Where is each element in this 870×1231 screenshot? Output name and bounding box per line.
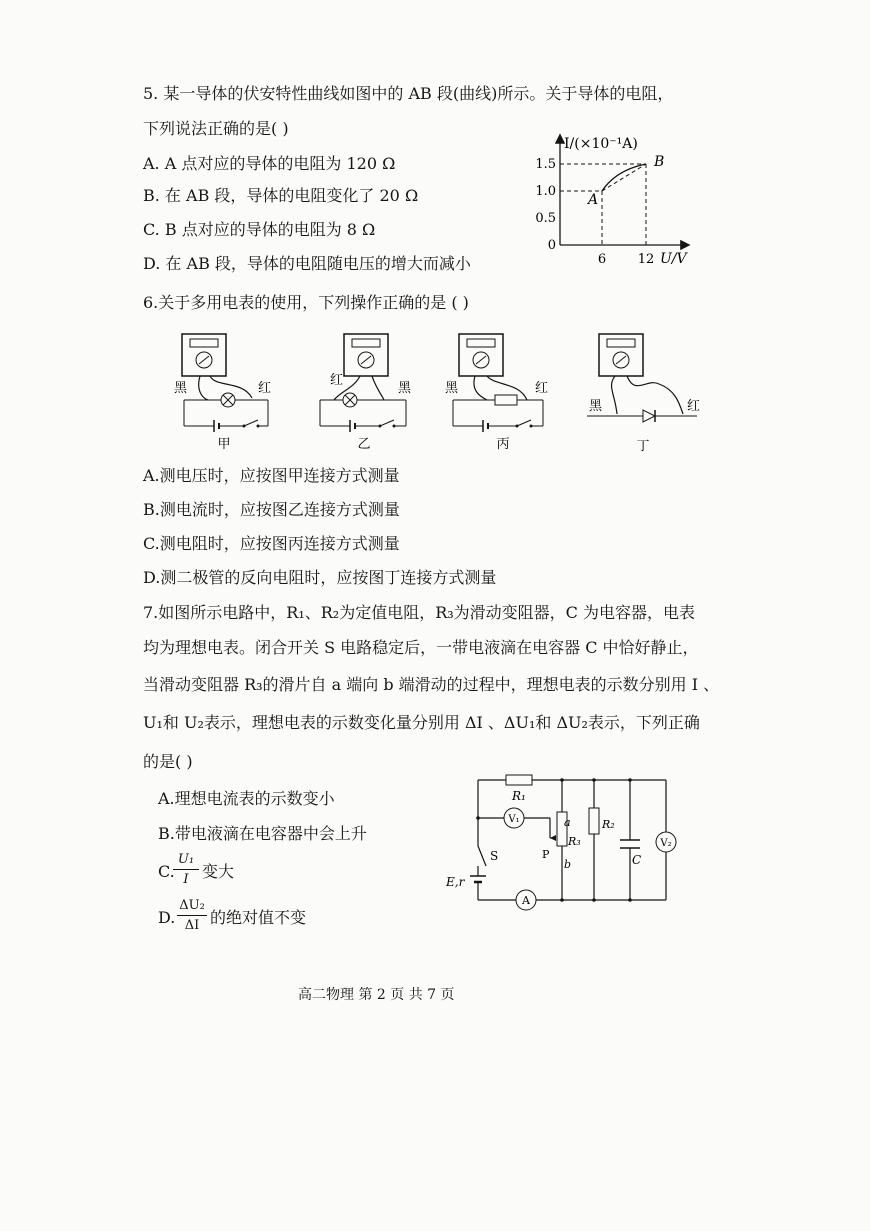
- q7-option-d-numerator: ΔU₂: [179, 898, 205, 913]
- q6-option-b: B.测电流时，应按图乙连接方式测量: [143, 500, 400, 519]
- r3-label: R₃: [568, 835, 581, 848]
- x-tick-label: 6: [597, 252, 607, 267]
- point-b-label: B: [654, 154, 665, 170]
- q7-stem-line4: U₁和 U₂表示，理想电表的示数变化量分别用 ΔI 、ΔU₁和 ΔU₂表示，下列正确: [143, 713, 700, 732]
- figure-caption: 乙: [357, 437, 371, 450]
- point-a-label: A: [588, 192, 599, 208]
- v2-label: V₂: [660, 838, 672, 849]
- multimeter-figure-bing: [445, 330, 560, 450]
- lead-label-left: 红: [330, 373, 344, 388]
- multimeter-figure-jia: [172, 330, 282, 450]
- fraction-bar: [177, 915, 207, 916]
- lead-label-right: 红: [687, 399, 701, 414]
- lead-label-left: 黑: [174, 381, 188, 396]
- q7-option-a: A.理想电流表的示数变小: [158, 789, 335, 808]
- resistor-r1: [506, 775, 532, 785]
- figure-caption: 丙: [496, 437, 510, 450]
- q5-option-a: A. A 点对应的导体的电阻为 120 Ω: [143, 154, 396, 173]
- source-label: E,r: [446, 875, 465, 889]
- slider-arrow: [550, 835, 556, 841]
- lead-label-right: 红: [535, 381, 549, 396]
- x-axis-label: U/V: [660, 251, 687, 267]
- end-a-label: a: [564, 816, 571, 829]
- q7-option-d-denominator: ΔI: [184, 918, 200, 933]
- y-axis-label: I/(×10⁻¹A): [564, 136, 638, 152]
- capacitor-label: C: [632, 853, 642, 867]
- q7-option-c-suffix: 变大: [202, 862, 235, 881]
- q7-option-c-denominator: I: [183, 872, 189, 887]
- q7-option-b: B.带电液滴在电容器中会上升: [158, 824, 367, 843]
- lead-label-left: 黑: [445, 381, 459, 396]
- slider-label: P: [542, 848, 550, 861]
- q7-stem-line1: 7.如图所示电路中，R₁、R₂为定值电阻，R₃为滑动变阻器，C 为电容器，电表: [143, 603, 695, 622]
- y-tick-label: 1.0: [535, 184, 556, 199]
- ammeter-label: A: [522, 894, 530, 907]
- multimeter-figure-ding: [585, 330, 705, 455]
- multimeter-figure-yi: [310, 330, 420, 450]
- chord-line: [602, 164, 646, 191]
- q6-option-d: D.测二极管的反向电阻时，应按图丁连接方式测量: [143, 568, 497, 587]
- iv-curve-graph: [520, 128, 705, 273]
- lead-label-right: 红: [258, 381, 272, 396]
- circuit-diagram: [440, 768, 690, 916]
- q7-stem-line5: 的是( ): [143, 752, 193, 771]
- q7-option-d-suffix: 的绝对值不变: [210, 908, 307, 927]
- r2-label: R₂: [602, 818, 615, 831]
- q5-stem-line2: 下列说法正确的是( ): [143, 119, 289, 138]
- q7-stem-line2: 均为理想电表。闭合开关 S 电路稳定后，一带电液滴在电容器 C 中恰好静止，: [143, 638, 699, 657]
- switch-label: S: [490, 849, 499, 863]
- lead-label-left: 黑: [589, 399, 603, 414]
- q6-option-a: A.测电压时，应按图甲连接方式测量: [143, 466, 400, 485]
- x-tick-label: 12: [637, 252, 655, 267]
- figure-caption: 甲: [217, 437, 231, 450]
- y-tick-label: 1.5: [535, 157, 556, 172]
- q5-option-b: B. 在 AB 段，导体的电阻变化了 20 Ω: [143, 186, 419, 205]
- q7-option-d-prefix: D.: [158, 908, 176, 927]
- switch-s: [478, 846, 486, 866]
- q6-option-c: C.测电阻时，应按图丙连接方式测量: [143, 534, 400, 553]
- v1-label: V₁: [508, 814, 520, 825]
- page-footer: 高二物理 第 2 页 共 7 页: [298, 987, 455, 1003]
- q6-stem: 6.关于多用电表的使用，下列操作正确的是 ( ): [143, 293, 469, 312]
- resistor-r2: [589, 808, 599, 834]
- q7-option-c-numerator: U₁: [177, 852, 195, 867]
- q5-stem-line1: 5. 某一导体的伏安特性曲线如图中的 AB 段(曲线)所示。关于导体的电阻，: [143, 84, 674, 103]
- q5-option-c: C. B 点对应的导体的电阻为 8 Ω: [143, 220, 376, 239]
- fraction-bar: [173, 869, 199, 870]
- figure-caption: 丁: [636, 439, 650, 454]
- q7-option-c-prefix: C.: [158, 862, 175, 881]
- end-b-label: b: [564, 858, 572, 871]
- y-tick-label: 0: [547, 238, 556, 253]
- r1-label: R₁: [512, 789, 526, 803]
- lead-label-right: 黑: [398, 381, 412, 396]
- y-tick-label: 0.5: [535, 211, 556, 226]
- q5-option-d: D. 在 AB 段，导体的电阻随电压的增大而减小: [143, 254, 471, 273]
- q7-stem-line3: 当滑动变阻器 R₃的滑片自 a 端向 b 端滑动的过程中，理想电表的示数分别用 I 、: [143, 675, 720, 694]
